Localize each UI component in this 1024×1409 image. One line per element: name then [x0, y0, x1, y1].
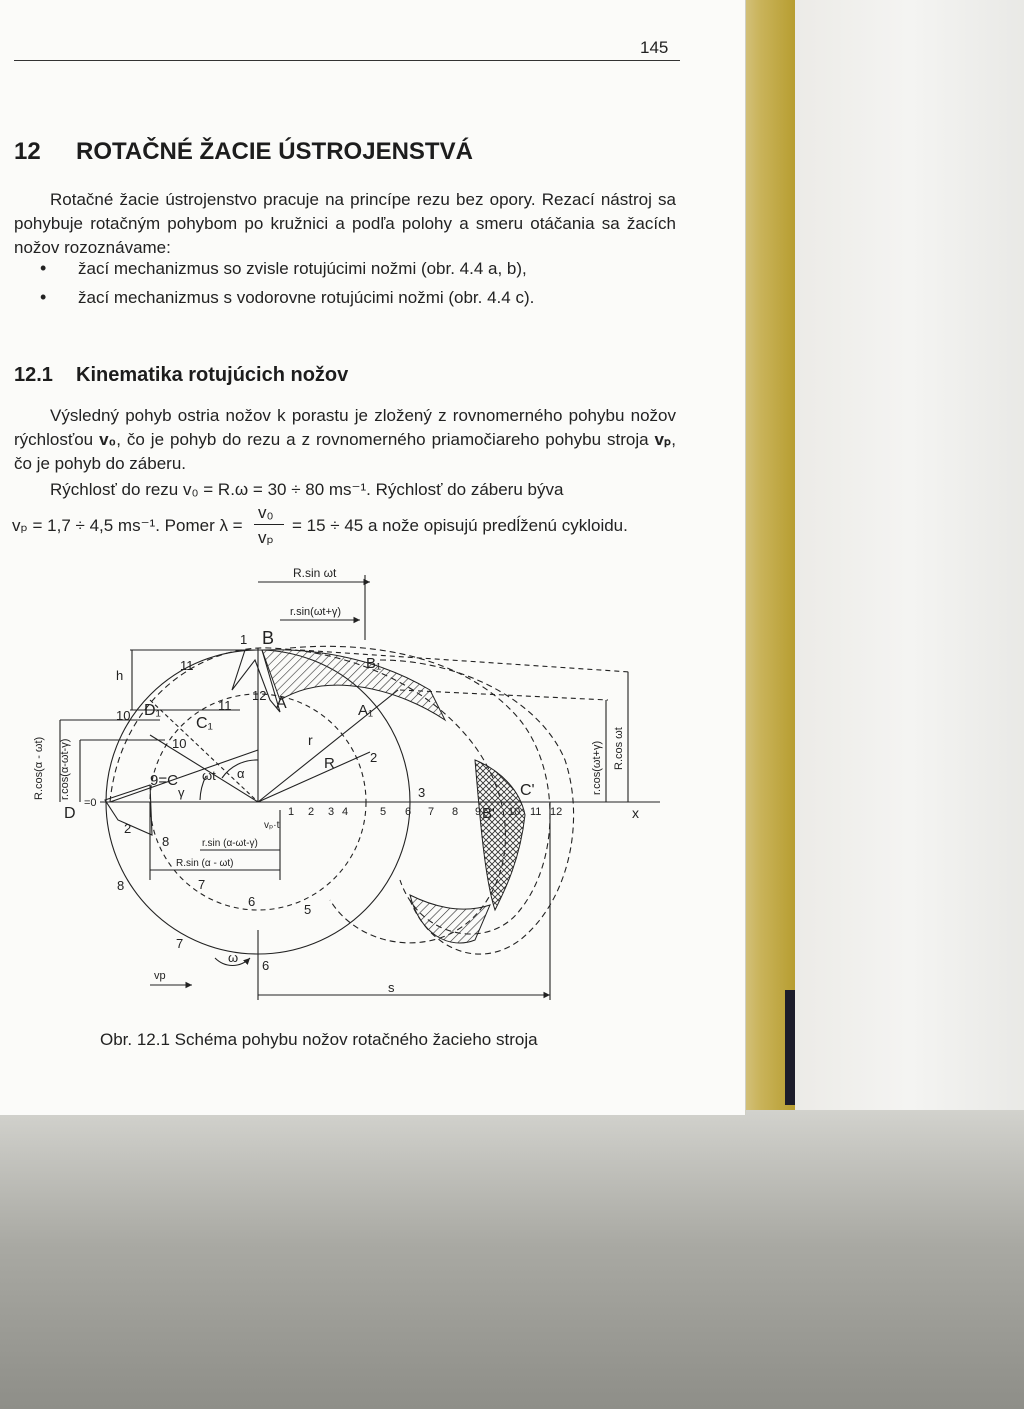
circle-num: 11	[218, 698, 232, 713]
circle-num: 3	[418, 785, 426, 800]
circle-num: 10	[172, 736, 187, 751]
axis-num: 9	[475, 806, 482, 818]
circle-num: 6	[248, 894, 256, 909]
axis-num: 6	[405, 806, 412, 818]
bullet-item: • žací mechanizmus s vodorovne rotujúcimi nožmi (obr. 4.4 c).	[40, 283, 534, 312]
scan-lower-area	[0, 1110, 1024, 1409]
label-Rsin: R.sin ωt	[293, 566, 337, 580]
circle-num: 7	[176, 936, 184, 951]
radius-2	[258, 752, 370, 802]
label-right-1: R.cos ωt	[613, 727, 625, 770]
axis-num: 10	[508, 806, 521, 818]
para2-part1: Výsledný pohyb ostria nožov k porastu je zložený z rovnomerného pohybu nožov rýchlosťou	[14, 406, 676, 449]
axis-num: 8	[452, 806, 459, 818]
axis-num: 7	[428, 806, 435, 818]
para2-part3: , čo je pohyb do záberu.	[14, 430, 676, 473]
label-D1: D₁	[144, 702, 161, 719]
label-rsin-bottom: r.sin (α-ωt-γ)	[202, 838, 258, 849]
label-left-1: R.cos(α - ωt)	[33, 736, 45, 800]
label-Rsin-bottom: R.sin (α - ωt)	[176, 858, 234, 869]
intro-paragraph	[14, 188, 676, 260]
speed-paragraph	[14, 478, 676, 502]
section-heading	[14, 364, 348, 387]
circle-num: 1	[240, 632, 248, 647]
bullet-item: • žací mechanizmus so zvisle rotujúcimi nožmi (obr. 4.4 a, b),	[40, 254, 534, 283]
label-s: s	[388, 980, 395, 995]
label-alpha: α	[237, 766, 245, 781]
axis-num: 11	[530, 806, 542, 818]
cut-area-bottom	[410, 895, 490, 943]
circle-num: 6	[262, 958, 270, 973]
ratio-denominator: vₚ	[258, 528, 274, 547]
axis-num: 3	[328, 806, 335, 818]
label-B1: B₁	[366, 655, 382, 672]
chapter-title: ROTAČNÉ ŽACIE ÚSTROJENSTVÁ	[76, 138, 473, 165]
v0-symbol: v₀	[99, 430, 117, 449]
circle-num: 8	[117, 878, 125, 893]
label-B: B	[262, 628, 275, 648]
cycloid-diagram	[0, 555, 745, 1015]
bullet-list	[40, 254, 534, 312]
label-R: R	[324, 755, 335, 772]
speed-text: Rýchlosť do rezu v₀ = R.ω = 30 ÷ 80 ms⁻¹. Rýchlosť do záberu býva	[50, 480, 564, 499]
circle-num: 2	[124, 821, 132, 836]
axis-num: 4	[342, 806, 349, 818]
fraction-bar	[254, 524, 284, 525]
label-gamma: γ	[178, 785, 185, 800]
intro-text: Rotačné žacie ústrojenstvo pracuje na princípe rezu bez opory. Rezací nástroj sa pohybuje rotačným pohybom po kružnici a podľa polohy a smeru otáčania sa žacích nožov rozoznávame:	[14, 190, 676, 257]
label-C1: C₁	[196, 715, 213, 732]
page-number: 145	[640, 38, 669, 57]
circle-num: 5	[304, 902, 312, 917]
label-C-prime: C'	[520, 782, 535, 799]
label-r: r	[308, 732, 313, 748]
figure-caption: Obr. 12.1 Schéma pohybu nožov rotačného žacieho stroja	[100, 1030, 538, 1049]
label-eq0: =0	[84, 797, 97, 809]
label-9C: 9=C	[150, 772, 178, 789]
circle-num: 2	[370, 750, 378, 765]
label-rsin: r.sin(ωt+γ)	[290, 606, 342, 618]
cut-area-right	[475, 760, 525, 910]
axis-num: 12	[550, 806, 563, 818]
label-vp-t: vₚ·t	[264, 820, 280, 831]
label-left-2: r.cos(α-ωt-γ)	[59, 738, 71, 800]
ratio-line-end: = 15 ÷ 45 a nože opisujú predĺženú cykloidu.	[292, 516, 628, 535]
circle-num: 12	[252, 688, 267, 703]
section-title: Kinematika rotujúcich nožov	[76, 364, 349, 386]
label-omega-t: ωt	[202, 768, 216, 783]
axis-num: 2	[308, 806, 315, 818]
kinematics-paragraph	[14, 404, 676, 476]
axis-num: 5	[380, 806, 387, 818]
label-B-prime: B'	[482, 805, 495, 822]
label-x: x	[632, 805, 639, 821]
header-rule	[14, 60, 680, 61]
label-D: D	[64, 805, 76, 822]
cut-area-top	[262, 650, 445, 720]
section-number: 12.1	[14, 364, 53, 386]
label-right-2: r.cos(ωt+γ)	[591, 740, 603, 795]
chapter-heading	[14, 138, 473, 166]
circle-num: 11	[180, 658, 194, 673]
circle-num: 7	[198, 877, 206, 892]
axis-num: 1	[288, 806, 295, 818]
label-A: A	[276, 695, 287, 712]
ratio-line-start: vₚ = 1,7 ÷ 4,5 ms⁻¹. Pomer λ =	[12, 516, 243, 535]
label-omega: ω	[228, 950, 239, 965]
label-A1: A₁	[358, 702, 374, 719]
circle-num: 10	[116, 708, 131, 723]
ratio-numerator: v₀	[258, 503, 274, 522]
para2-part2: , čo je pohyb do rezu a z rovnomerného priamočiareho pohybu stroja	[116, 430, 655, 449]
circle-num: 8	[162, 834, 170, 849]
chapter-number: 12	[14, 138, 41, 165]
vp-symbol: vₚ	[654, 430, 672, 449]
label-vp: vp	[154, 970, 166, 982]
label-h: h	[116, 668, 124, 683]
